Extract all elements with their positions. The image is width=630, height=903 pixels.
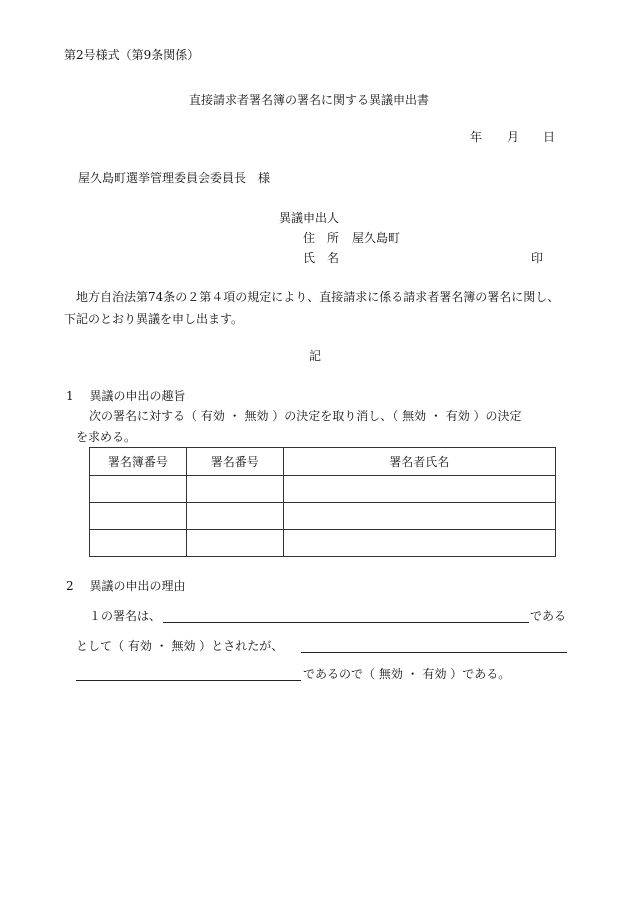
column-header: 署名番号 bbox=[186, 448, 283, 476]
reason-line-3-suffix: であるので（ 無効 ・ 有効 ）である。 bbox=[303, 667, 511, 681]
reason-line-1-prefix: １の署名は、 bbox=[89, 609, 162, 623]
signature-table bbox=[89, 447, 556, 557]
reason-blank-2[interactable] bbox=[301, 652, 567, 653]
table-cell[interactable] bbox=[186, 530, 283, 557]
table-cell[interactable] bbox=[90, 530, 187, 557]
table-row bbox=[90, 503, 556, 530]
table-row bbox=[90, 530, 556, 557]
address-value: 屋久島町 bbox=[352, 231, 401, 245]
date-month: 月 bbox=[507, 130, 520, 144]
address-label: 住 所 bbox=[303, 231, 340, 245]
body-text-line-2: 下記のとおり異議を申し出ます。 bbox=[64, 312, 244, 326]
reason-line-1-suffix: である bbox=[530, 609, 567, 623]
table-header-row bbox=[90, 448, 556, 476]
form-number: 第2号様式（第9条関係） bbox=[64, 48, 200, 62]
column-header: 署名者氏名 bbox=[283, 448, 555, 476]
applicant-heading: 異議申出人 bbox=[279, 211, 340, 225]
reason-blank-1[interactable] bbox=[163, 622, 529, 623]
document-title: 直接請求者署名簿の署名に関する異議申出書 bbox=[189, 93, 430, 107]
table-cell[interactable] bbox=[283, 476, 555, 503]
table-cell[interactable] bbox=[90, 476, 187, 503]
body-text-line-1: 地方自治法第74条の２第４項の規定により、直接請求に係る請求者署名簿の署名に関し、 bbox=[76, 290, 560, 304]
reason-blank-3[interactable] bbox=[76, 680, 301, 681]
section-2-heading: 2 異議の申出の理由 bbox=[66, 579, 186, 593]
reason-line-2-prefix: として（ 有効 ・ 無効 ）とされたが、 bbox=[76, 639, 284, 653]
section-1-line-2: を求める。 bbox=[76, 430, 137, 444]
table-cell[interactable] bbox=[186, 476, 283, 503]
column-header: 署名簿番号 bbox=[90, 448, 187, 476]
date-day: 日 bbox=[543, 130, 556, 144]
ki-heading: 記 bbox=[309, 349, 322, 363]
date-year: 年 bbox=[470, 130, 483, 144]
table-row bbox=[90, 476, 556, 503]
seal-mark: 印 bbox=[531, 251, 544, 265]
section-1-line-1: 次の署名に対する（ 有効 ・ 無効 ）の決定を取り消し、（ 無効 ・ 有効 ）の決定 bbox=[89, 409, 522, 423]
addressee: 屋久島町選挙管理委員会委員長 様 bbox=[78, 171, 271, 185]
section-1-heading: 1 異議の申出の趣旨 bbox=[66, 389, 186, 403]
table-cell[interactable] bbox=[90, 503, 187, 530]
table-cell[interactable] bbox=[283, 503, 555, 530]
table-cell[interactable] bbox=[283, 530, 555, 557]
table-cell[interactable] bbox=[186, 503, 283, 530]
name-label: 氏 名 bbox=[303, 251, 340, 265]
